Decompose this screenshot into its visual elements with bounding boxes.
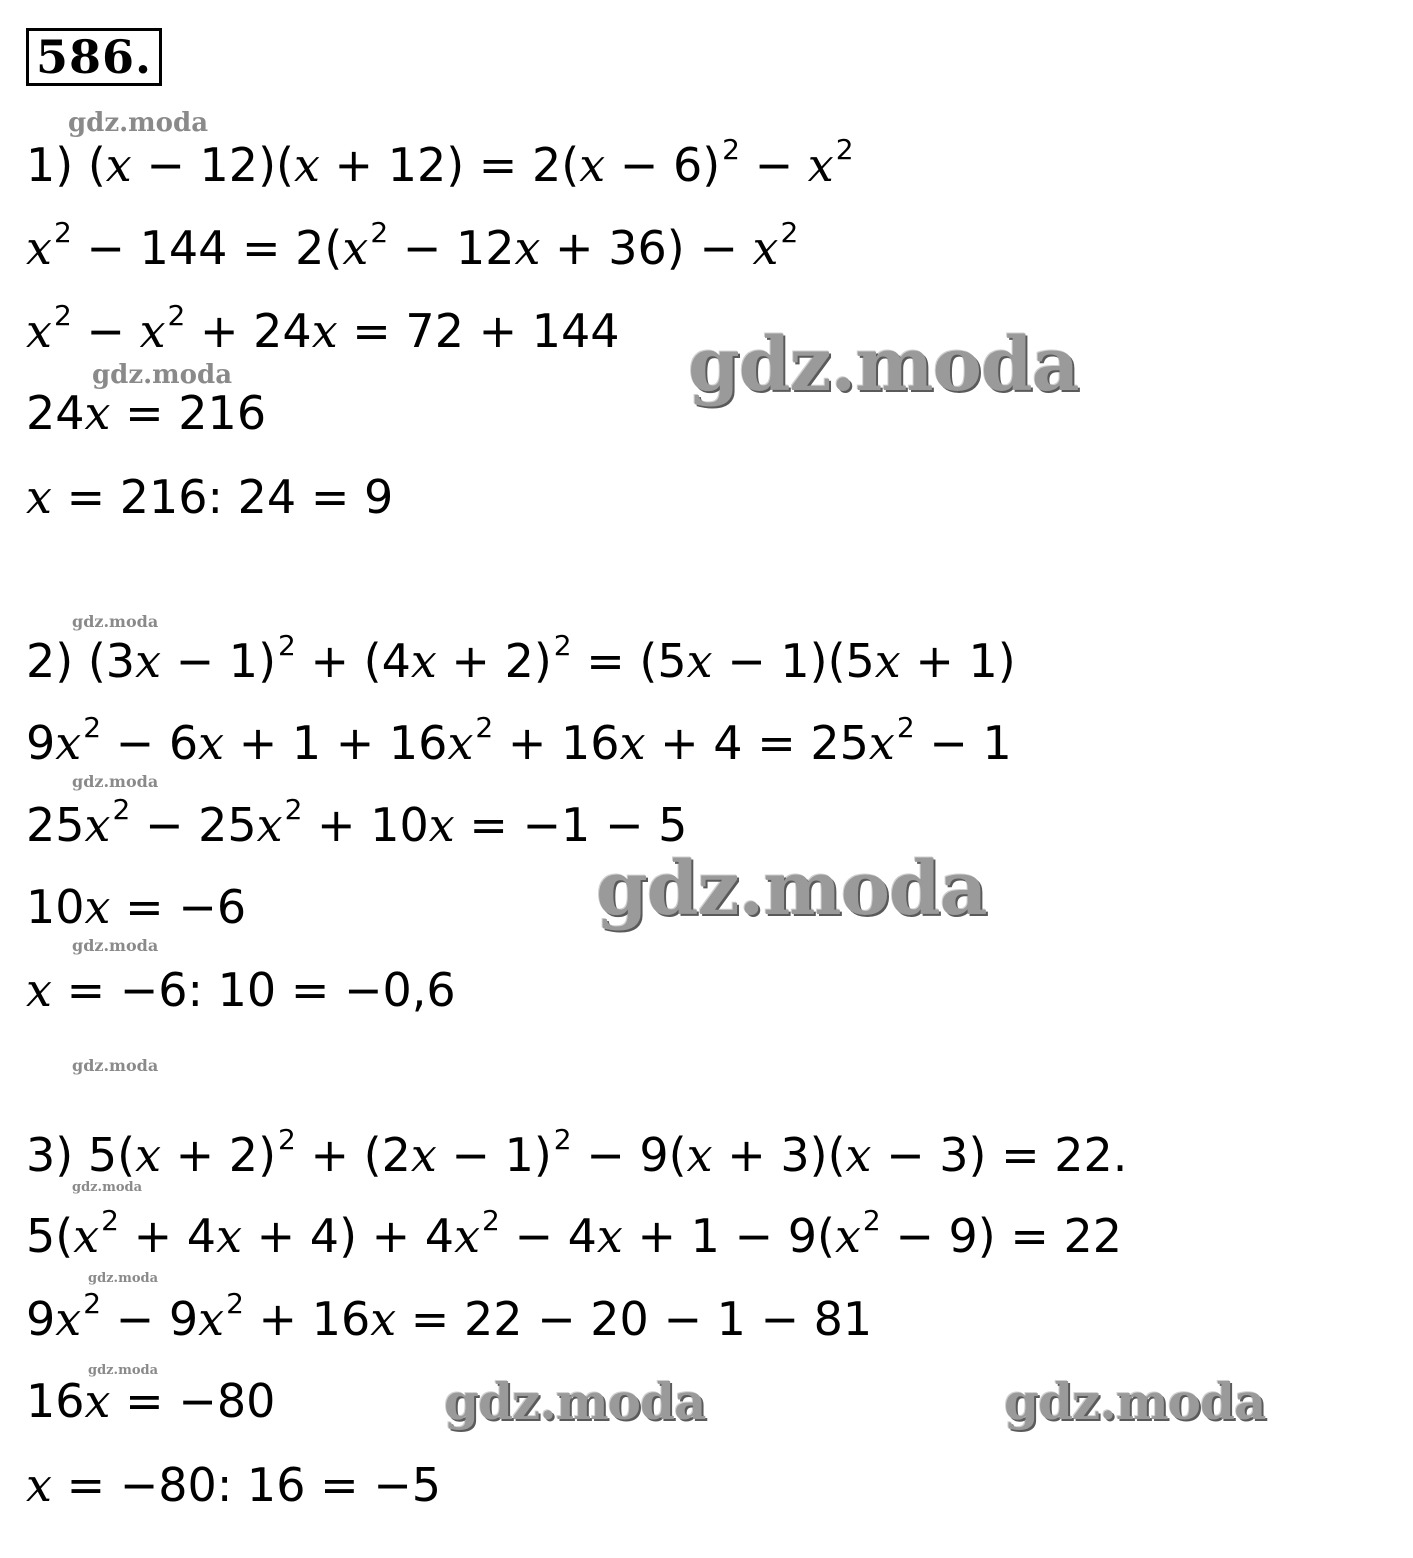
part3-step-2: $9x^2 - 9x^2 + 16x = 22 - 20 - 1 - 81$: [26, 1287, 873, 1346]
part2-step-2: $25x^2 - 25x^2 + 10x = -1 - 5$: [26, 793, 688, 852]
part3-equation: 3) $5(x + 2)^2 + (2x - 1)^2 - 9(x + 3)(x - 3) = 22$.: [26, 1123, 1128, 1182]
watermark-logo: gdz.moda: [72, 936, 159, 955]
part2-label: 2): [26, 634, 74, 688]
part1-step-3: 24x = 216: [26, 386, 267, 440]
part1-label: 1): [26, 138, 74, 192]
watermark-logo: gdz.moda: [88, 1271, 159, 1286]
part1-step-1: $x^2 - 144 = 2(x^2 - 12x + 36) - x^2$: [26, 216, 799, 275]
part2-answer: x = −6: 10 = −0,6: [26, 963, 456, 1017]
part3-answer: x = −80: 16 = −5: [26, 1458, 442, 1512]
part3-step-1: $5(x^2 + 4x + 4) + 4x^2 - 4x + 1 - 9(x^2 - 9) = 22$: [26, 1204, 1123, 1263]
watermark-logo: gdz.moda: [688, 322, 1079, 408]
watermark-logo: gdz.moda: [444, 1372, 706, 1431]
watermark-logo: gdz.moda: [596, 846, 987, 932]
watermark-logo: gdz.moda: [1004, 1372, 1266, 1431]
part1-step-2: $x^2 - x^2 + 24x = 72 + 144$: [26, 299, 620, 358]
part1-equation: 1) $(x - 12)(x + 12) = 2(x - 6)^2 - x^2$: [26, 133, 854, 192]
problem-number: 586.: [26, 28, 162, 86]
part2-step-3: 10x = −6: [26, 880, 247, 934]
watermark-logo: gdz.moda: [72, 772, 159, 791]
watermark-logo: gdz.moda: [72, 1180, 143, 1195]
part3-label: 3): [26, 1128, 74, 1182]
part2-step-1: $9x^2 - 6x + 1 + 16x^2 + 16x + 4 = 25x^2 - 1$: [26, 711, 1012, 770]
part3-step-3: 16x = −80: [26, 1374, 276, 1428]
watermark-logo: gdz.moda: [68, 108, 209, 138]
watermark-logo: gdz.moda: [72, 612, 159, 631]
watermark-logo: gdz.moda: [72, 1056, 159, 1075]
watermark-logo: gdz.moda: [88, 1363, 159, 1378]
part2-equation: 2) $(3x - 1)^2 + (4x + 2)^2 = (5x - 1)(5x + 1)$: [26, 629, 1016, 688]
part1-answer: x = 216: 24 = 9: [26, 470, 394, 524]
watermark-logo: gdz.moda: [92, 360, 233, 390]
